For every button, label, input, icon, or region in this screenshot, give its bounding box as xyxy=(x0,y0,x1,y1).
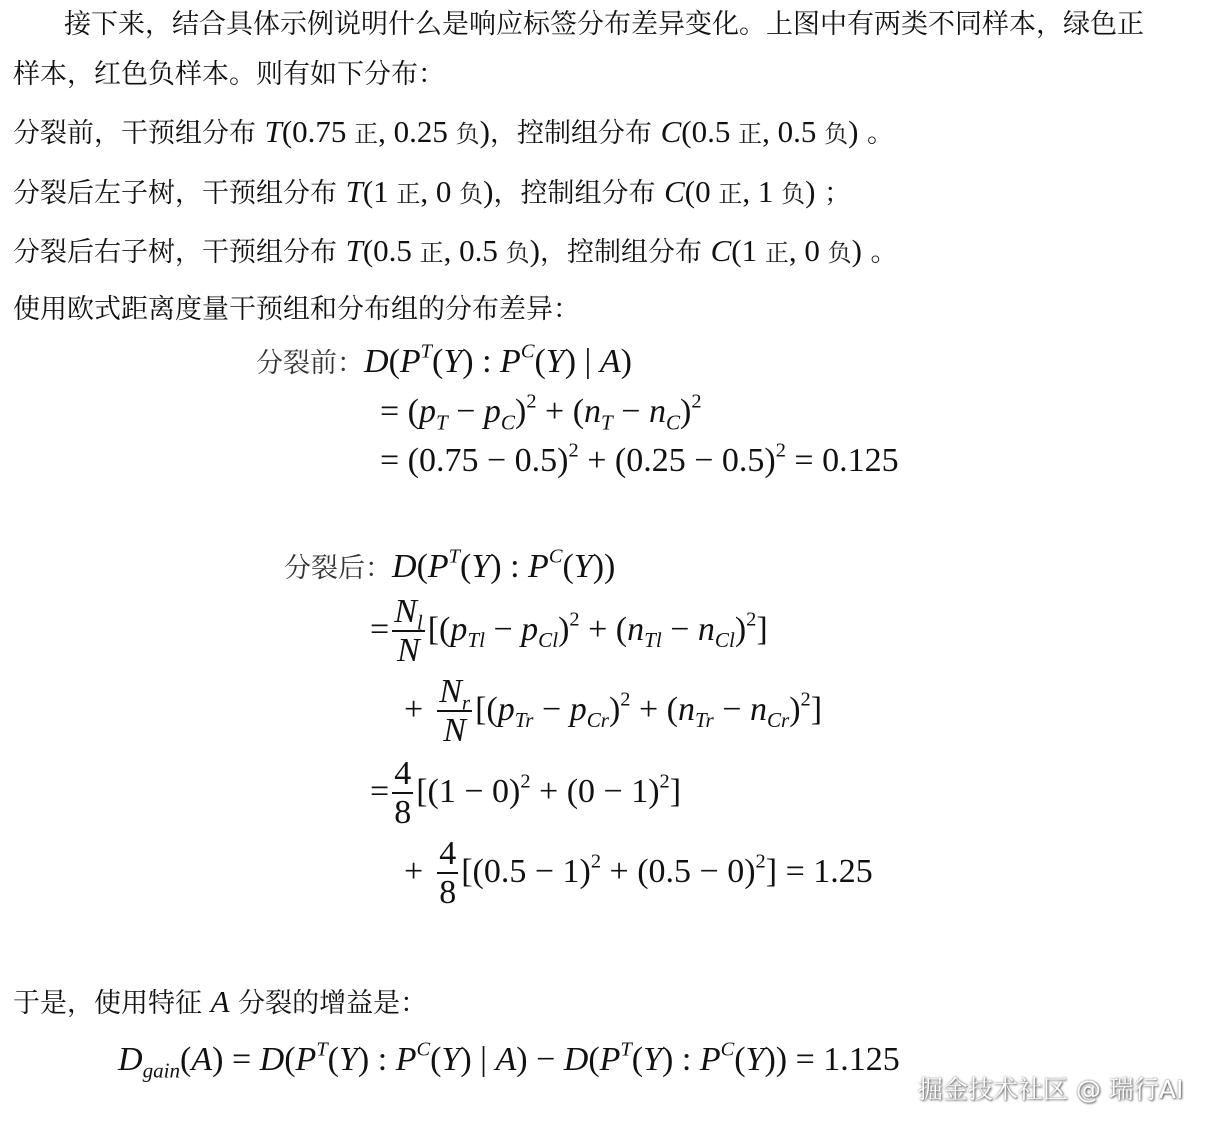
fraction-4-8-a: $\frac{4}{8}$ xyxy=(394,755,412,831)
watermark-text: 掘金技术社区 @ 瑞行AI xyxy=(918,1075,1184,1104)
gain-result: = 1.125 xyxy=(787,1041,900,1078)
before-eq-line-3: = $(0.75 - 0.5)^2 + (0.25 - 0.5)^2 = 0.125$ xyxy=(380,439,899,479)
intro-line-1: 接下来，结合具体示例说明什么是响应标签分布差异变化。上图中有两类不同样本，绿色正 xyxy=(64,9,1144,40)
dist-before-line: 分裂前，干预组分布 T(0.75 正, 0.25 负)，控制组分布 C(0.5 正, 0.5 负) 。 xyxy=(13,114,895,149)
intro-line-2: 样本，红色负样本。则有如下分布： xyxy=(13,59,445,90)
after-eq-line-4: = $\frac{4}{8}$ $[(1 - 0)^2 + (0 - 1)^2]$ xyxy=(370,755,682,831)
fraction-nr-n: $\frac{N_r}{N}$ xyxy=(439,673,471,749)
fraction-4-8-b: $\frac{4}{8}$ xyxy=(439,835,457,911)
fraction-nl-n: $\frac{N_l}{N}$ xyxy=(394,593,423,669)
after-result: = 1.25 xyxy=(777,852,873,890)
after-eq-line-3: + $\frac{N_r}{N}$ $[(p_{Tr} - p_{Cr})^2 + (n_{Tr} - n_{Cr})^2]$ xyxy=(404,673,823,749)
gain-equation: $D_{gain}(A) = D(P^T(Y)$ : $P^C(Y)$ | $A) - D(P^T(Y)$ : $P^C(Y)) = 1.125$ xyxy=(118,1038,900,1083)
before-eq-line-2: = $(p_T - p_C)^2 + (n_T - n_C)^2$ xyxy=(380,390,702,435)
after-eq-line-5: + $\frac{4}{8}$ $[(0.5 - 1)^2 + (0.5 - 0)^2] = 1.25$ xyxy=(404,835,873,911)
after-eq-line-1: 分裂后：$D(P^T(Y)$ : $P^C(Y)$) xyxy=(284,545,616,585)
dist-right-line: 分裂后右子树，干预组分布 T(0.5 正, 0.5 负)，控制组分布 C(1 正, 0 负) 。 xyxy=(13,233,898,268)
before-result: = 0.125 xyxy=(785,442,899,479)
metric-description: 使用欧式距离度量干预组和分布组的分布差异： xyxy=(13,294,580,325)
before-eq-line-1: 分裂前：$D(P^T(Y)$ : $P^C(Y)$ | A) xyxy=(256,340,632,380)
gain-description: 于是，使用特征 A 分裂的增益是： xyxy=(13,984,428,1019)
dist-left-line: 分裂后左子树，干预组分布 T(1 正, 0 负)，控制组分布 C(0 正, 1 负) ； xyxy=(13,174,852,209)
after-eq-line-2: = $\frac{N_l}{N}$ $[(p_{Tl} - p_{Cl})^2 + (n_{Tl} - n_{Cl})^2]$ xyxy=(370,593,768,669)
